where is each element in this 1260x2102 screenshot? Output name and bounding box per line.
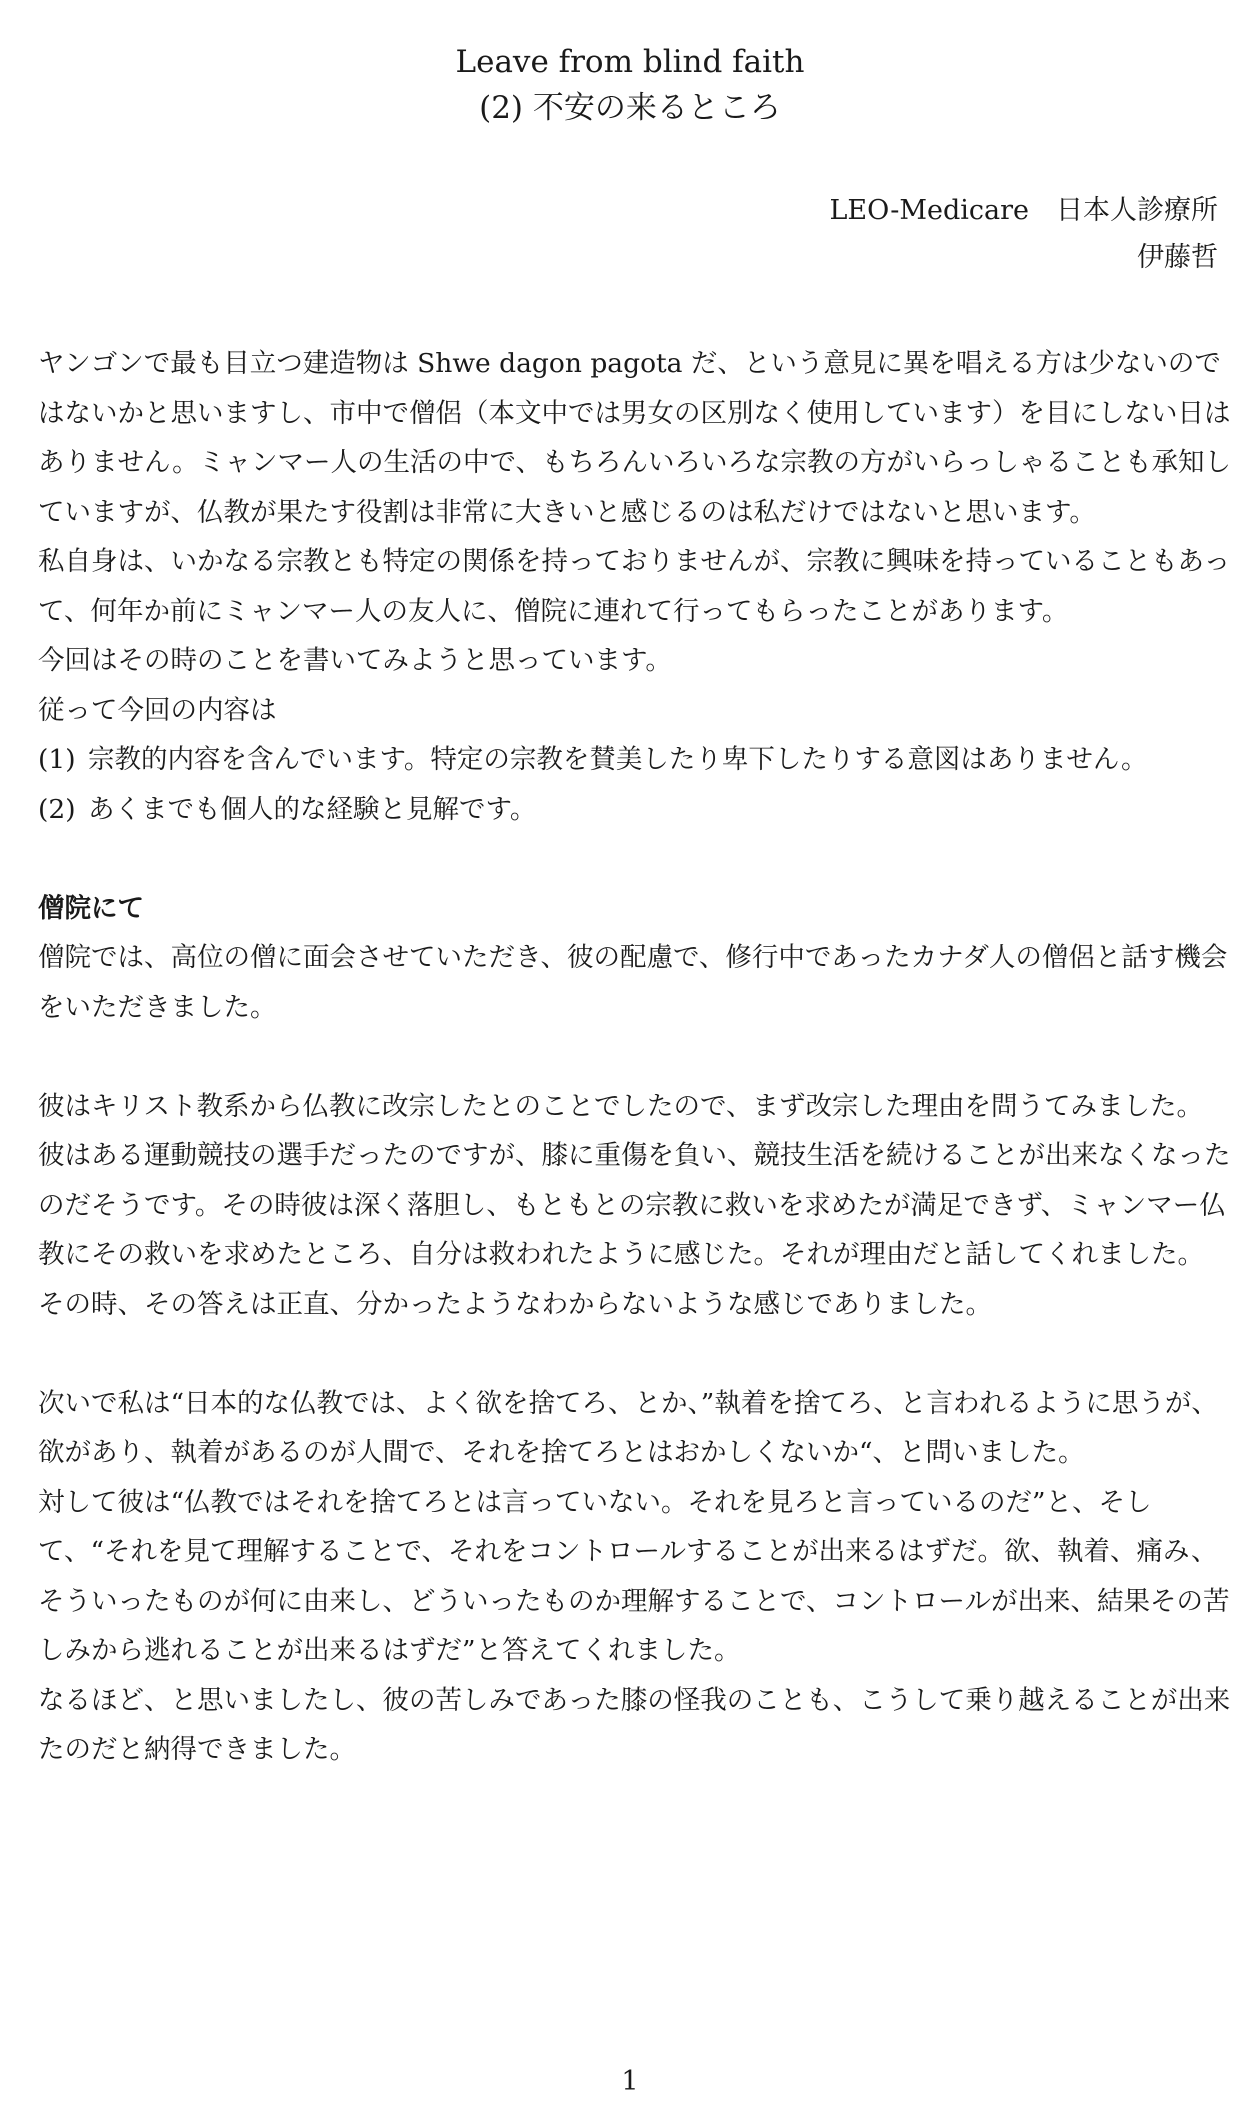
document-body [38,339,1238,1775]
intro-paragraph-4: 従って今回の内容は [38,694,277,726]
list-marker: (2) [38,793,76,825]
section-paragraph-5: 次いで私は“日本的な仏教では、よく欲を捨てろ、とか、”執着を捨てろ、と言われるように思うが、欲があり、執着があるのが人間で、それを捨てろとはおかしくないか“、と問いました。 [38,1387,1218,1468]
disclaimer-list-item-1 [38,735,1238,785]
section-paragraph-2: 彼はキリスト教系から仏教に改宗したとのことでしたので、まず改宗した理由を問うてみました。 [38,1090,1203,1122]
intro-paragraph-3: 今回はその時のことを書いてみようと思っています。 [38,645,672,676]
list-item-text: あくまでも個人的な経験と見解です。 [88,793,537,825]
author-name: 伊藤哲 [1137,242,1218,273]
paragraph-spacer [38,1032,1238,1082]
intro-paragraph-2: 私自身は、いかなる宗教とも特定の関係を持っておりませんが、宗教に興味を持っていることもあって、何年か前にミャンマー人の友人に、僧院に連れて行ってもらったことがあります。 [38,546,1231,627]
section-paragraph-3: 彼はある運動競技の選手だったのですが、膝に重傷を負い、競技生活を続けることが出来なくなったのだそうです。その時彼は深く落胆し、もともとの宗教に救いを求めたが満足できず、ミャンマー仏教にその救いを求めたところ、自分は救われたように感じた。それが理由だと話してくれました。 [38,1140,1231,1270]
author-affiliation: LEO-Medicare 日本人診療所 [829,195,1218,226]
section-paragraph-1: 僧院では、高位の僧に面会させていただき、彼の配慮で、修行中であったカナダ人の僧侶と話す機会をいただきました。 [38,942,1228,1023]
section-heading: 僧院にて [38,892,144,924]
section-paragraph-4: その時、その答えは正直、分かったようなわからないような感じでありました。 [38,1288,992,1320]
intro-paragraph-1: ヤンゴンで最も目立つ建造物は Shwe dagon pagota だ、という意見に異を唱える方は少ないのではないかと思いますし、市中で僧侶（本文中では男女の区別なく使用しています）を目にしない日はありません。ミャンマー人の生活の中で、もちろんいろいろな宗教の方がいらっしゃることも承知していますが、仏教が果たす役割は非常に大きいと感じるのは私だけではないと思います。 [38,348,1232,528]
disclaimer-list-item-2 [38,785,1238,835]
paragraph-spacer [38,1329,1238,1379]
document-title: Leave from blind faith [455,44,805,80]
section-spacer [38,834,1238,884]
document-subtitle: (2) 不安の来るところ [479,90,781,126]
list-marker: (1) [38,744,76,775]
section-paragraph-6: 対して彼は“仏教ではそれを捨てろとは言っていない。それを見ろと言っているのだ”と、そして、“それを見て理解することで、それをコントロールすることが出来るはずだ。欲、執着、痛み、そういったものが何に由来し、どういったものか理解することで、コントロールが出来、結果その苦しみから逃れることが出来るはずだ”と答えてくれました。 [38,1486,1230,1666]
section-paragraph-7: なるほど、と思いましたし、彼の苦しみであった膝の怪我のことも、こうして乗り越えることが出来たのだと納得できました。 [38,1684,1231,1765]
list-item-text: 宗教的内容を含んでいます。特定の宗教を賛美したり卑下したりする意図はありません。 [88,744,1148,775]
page-number: 1 [621,2066,639,2097]
